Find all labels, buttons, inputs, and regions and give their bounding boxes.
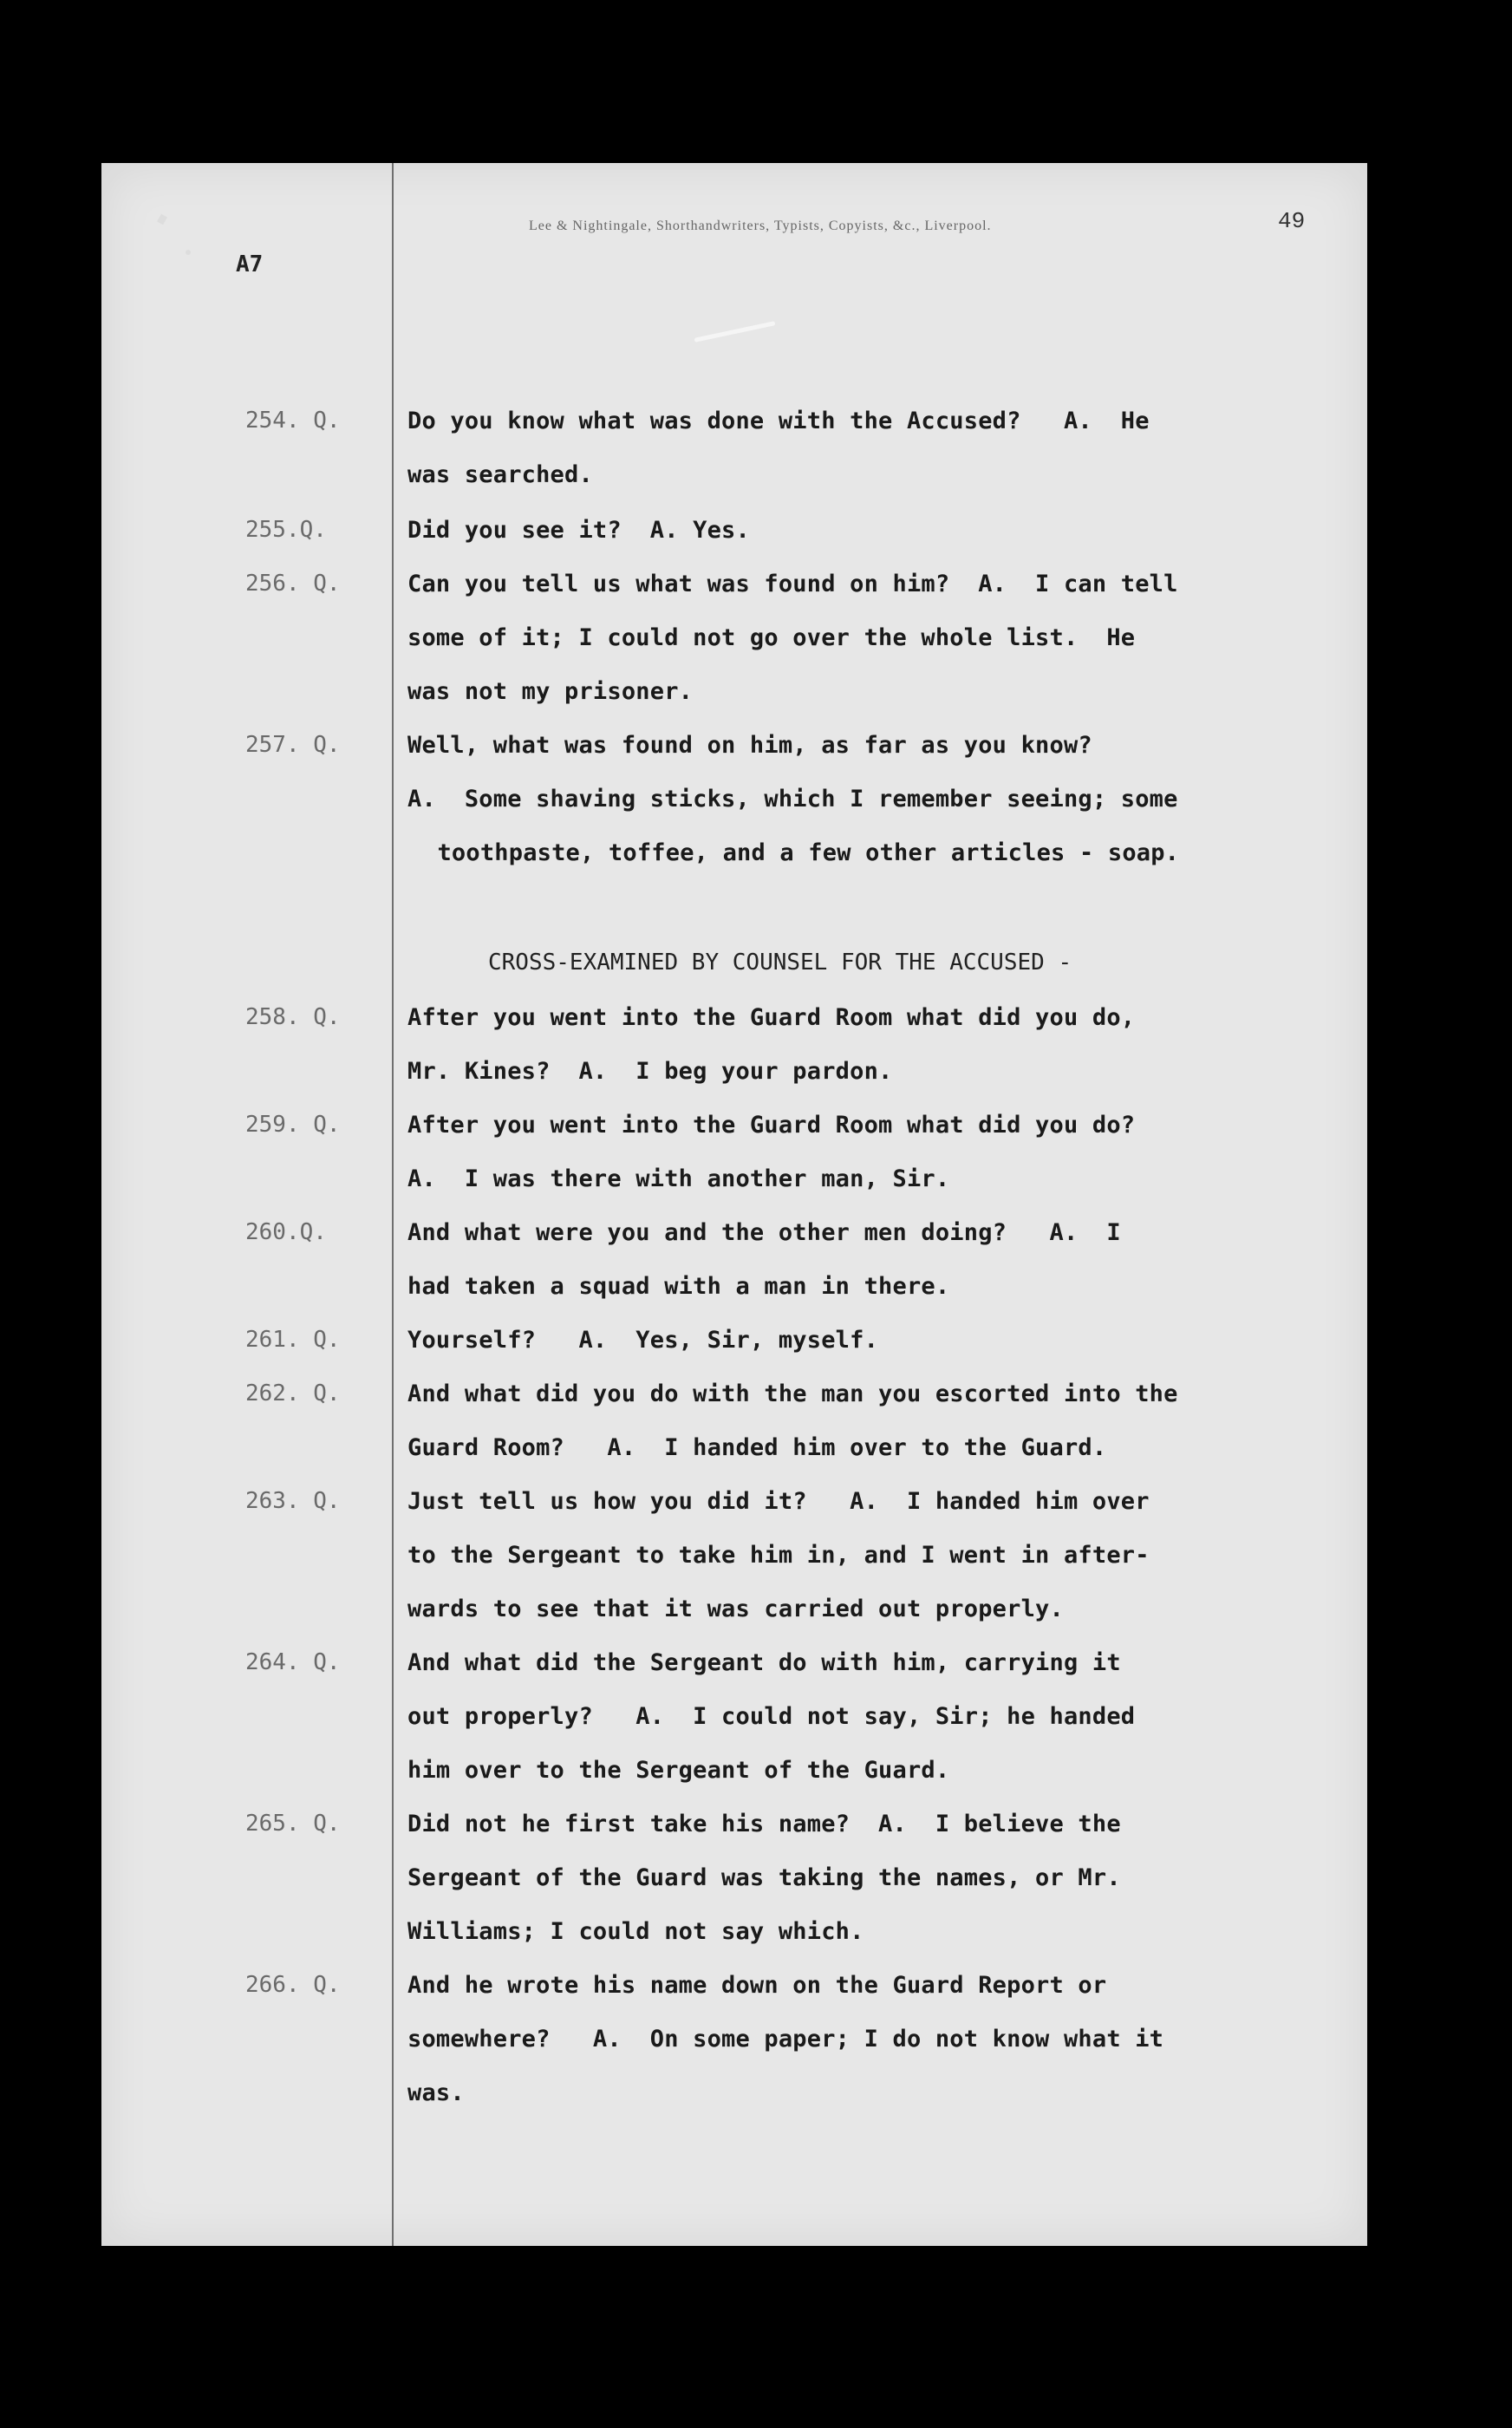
question-number: 258. Q. [245,1004,341,1030]
transcript-line: had taken a squad with a man in there. [407,1273,950,1300]
transcript-line: Can you tell us what was found on him? A. I can tell [407,571,1178,597]
question-number: 263. Q. [245,1488,341,1514]
transcript-line: A. I was there with another man, Sir. [407,1165,950,1192]
transcript-line: some of it; I could not go over the whole list. He [407,624,1136,651]
transcript-line: Do you know what was done with the Accused? A. He [407,408,1150,434]
transcript-line: toothpaste, toffee, and a few other articles - soap. [423,839,1180,866]
transcript-line: Guard Room? A. I handed him over to the Guard. [407,1434,1107,1461]
transcript-line: was searched. [407,461,593,488]
transcript-line: Yourself? A. Yes, Sir, myself. [407,1327,879,1354]
paper-mark [186,250,191,255]
transcript-line: out properly? A. I could not say, Sir; he handed [407,1703,1136,1730]
transcript-line: Just tell us how you did it? A. I handed him over [407,1488,1150,1515]
sheet-identifier: A7 [236,251,264,277]
transcript-line: him over to the Sergeant of the Guard. [407,1757,950,1784]
question-number: 256. Q. [245,571,341,597]
transcript-line: Did you see it? A. Yes. [407,517,750,544]
transcript-line: And he wrote his name down on the Guard Report or [407,1972,1107,1999]
transcript-line: somewhere? A. On some paper; I do not know what it [407,2026,1164,2053]
transcript-line: After you went into the Guard Room what did you do? [407,1112,1136,1139]
question-number: 265. Q. [245,1811,341,1837]
question-number: 259. Q. [245,1112,341,1138]
question-number: 257. Q. [245,732,341,758]
transcript-line: And what did the Sergeant do with him, carrying it [407,1649,1121,1676]
transcript-line: to the Sergeant to take him in, and I went in after- [407,1542,1150,1569]
transcript-line: Did not he first take his name? A. I believe the [407,1811,1121,1837]
question-number: 255.Q. [245,517,327,543]
transcript-line: Sergeant of the Guard was taking the names, or Mr. [407,1864,1121,1891]
question-number: 261. Q. [245,1327,341,1353]
page-number: 49 [1278,208,1306,234]
transcript-line: Well, what was found on him, as far as you know? [407,732,1092,759]
transcript-line: After you went into the Guard Room what did you do, [407,1004,1136,1031]
question-number: 266. Q. [245,1972,341,1998]
section-heading: CROSS-EXAMINED BY COUNSEL FOR THE ACCUSED - [488,950,1072,976]
transcript-line: And what did you do with the man you escorted into the [407,1380,1178,1407]
margin-rule [392,163,394,2246]
question-number: 262. Q. [245,1380,341,1407]
question-number: 260.Q. [245,1219,327,1245]
transcript-line: wards to see that it was carried out properly. [407,1596,1064,1622]
transcript-line: Williams; I could not say which. [407,1918,864,1945]
transcript-line: Mr. Kines? A. I beg your pardon. [407,1058,893,1085]
transcript-line: was. [407,2079,465,2106]
transcript-line: was not my prisoner. [407,678,694,705]
question-number: 254. Q. [245,408,341,434]
letterhead: Lee & Nightingale, Shorthandwriters, Typists, Copyists, &c., Liverpool. [529,219,992,233]
transcript-line: And what were you and the other men doing? A. I [407,1219,1121,1246]
transcript-line: A. Some shaving sticks, which I remember seeing; some [407,786,1178,813]
question-number: 264. Q. [245,1649,341,1675]
